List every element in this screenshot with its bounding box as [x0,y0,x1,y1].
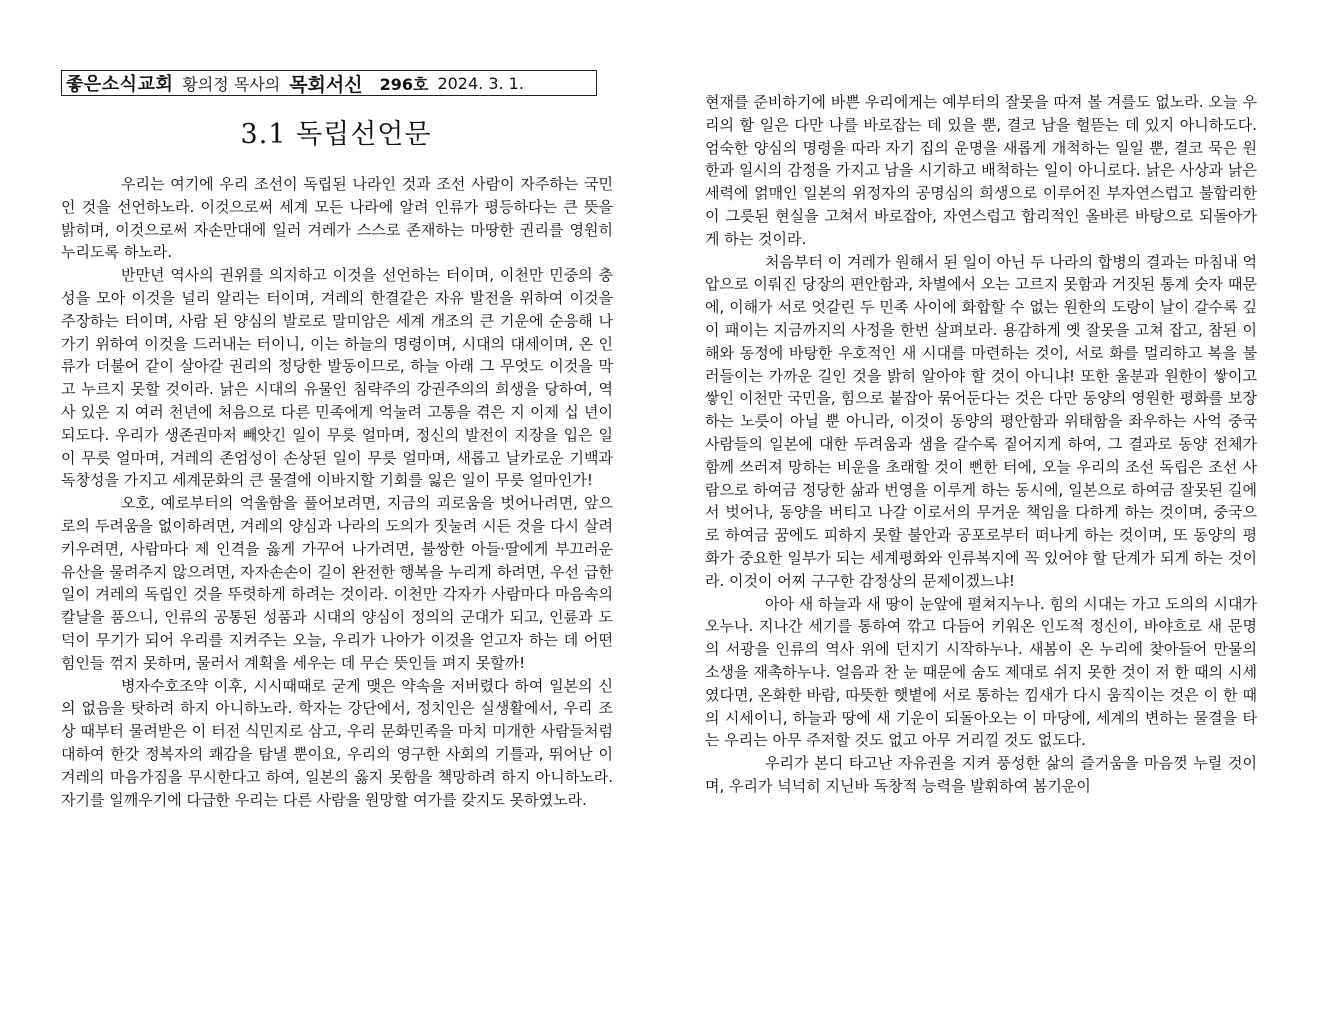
issue-date: 2024. 3. 1. [437,73,524,93]
church-name: 좋은소식교회 [66,74,174,95]
paragraph: 반만년 역사의 권위를 의지하고 이것을 선언하는 터이며, 이천만 민중의 충성을 모아 이것을 널리 알리는 터이며, 겨레의 한결같은 자유 발전을 위하여 이것을 주장하는 터이며, 사람 된 양심의 발로로 말미암은 세계 개조의 큰 기운에 순응해 나가기 위하여 이것을 드러내는 터이니, 이는 하늘의 명령이며, 시대의 대세이며, 온 인류가 더불어 같이 살아갈 권리의 정당한 발동이므로, 하늘 아래 그 무엇도 이것을 막고 누르지 못할 것이라. 낡은 시대의 유물인 침략주의 강권주의의 희생을 당하여, 역사 있은 지 여러 천년에 처음으로 다른 민족에게 억눌려 고통을 겪은 지 이제 십 년이 되도다. 우리가 생존권마저 빼앗긴 일이 무릇 얼마며, 정신의 발전이 지장을 입은 일이 무릇 얼마며, 겨레의 존엄성이 손상된 일이 무릇 얼마며, 새롭고 날카로운 기백과 독창성을 가지고 세계문화의 큰 물결에 이바지할 기회를 잃은 일이 무릇 얼마인가! [61,266,613,490]
right-column [705,91,1257,798]
issue-number: 296호 [379,74,429,94]
paragraph: 오호, 예로부터의 억울함을 풀어보려면, 지금의 괴로움을 벗어나려면, 앞으로의 두려움을 없이하려면, 겨레의 양심과 나라의 도의가 짓눌려 시든 것을 다시 살려 키우려면, 사람마다 제 인격을 옳게 가꾸어 나가려면, 불쌍한 아들·딸에게 부끄러운 유산을 물려주지 않으려면, 자자손손이 길이 완전한 행복을 누리게 하려면, 우선 급한 일이 겨레의 독립인 것을 뚜렷하게 하려는 것이라. 이천만 각자가 사람마다 마음속의 칼날을 품으니, 인류의 공통된 성품과 시대의 양심이 정의의 군대가 되고, 인륜과 도덕이 무기가 되어 우리를 지켜주는 오늘, 우리가 나아가 이것을 얻고자 하는 데 어떤 힘인들 꺾지 못하며, 물러서 계획을 세우는 데 무슨 뜻인들 펴지 못할까! [61,494,613,672]
left-column [61,173,613,811]
author-label: 황의정 목사의 [182,74,281,94]
paragraph: 우리가 본디 타고난 자유권을 지켜 풍성한 삶의 즐거움을 마음껏 누릴 것이며, 우리가 넉넉히 지닌바 독창적 능력을 발휘하여 봄기운이 [705,754,1257,795]
newsletter-masthead [61,70,597,96]
paragraph: 우리는 여기에 우리 조선이 독립된 나라인 것과 조선 사람이 자주하는 국민인 것을 선언하노라. 이것으로써 세계 모든 나라에 알려 인류가 평등하다는 큰 뜻을 밝히며, 이것으로써 자손만대에 일러 겨레가 스스로 존재하는 마땅한 권리를 영원히 누리도록 하노라. [61,175,613,262]
paragraph: 아아 새 하늘과 새 땅이 눈앞에 펼쳐지누나. 힘의 시대는 가고 도의의 시대가 오누나. 지나간 세기를 통하여 깎고 다듬어 키워온 인도적 정신이, 바야흐로 새 문명의 서광을 인류의 역사 위에 던지기 시작하누나. 새봄이 온 누리에 찾아들어 만물의 소생을 재촉하누나. 얼음과 찬 눈 때문에 숨도 제대로 쉬지 못한 것이 저 한 때의 시세였다면, 온화한 바람, 따뜻한 햇볕에 서로 통하는 낌새가 다시 움직이는 것은 이 한 때의 시세이니, 하늘과 땅에 새 기운이 되돌아오는 이 마당에, 세계의 변하는 물결을 타는 우리는 아무 주저할 것도 없고 아무 거리낄 것도 없도다. [705,594,1257,750]
paragraph: 병자수호조약 이후, 시시때때로 굳게 맺은 약속을 저버렸다 하여 일본의 신의 없음을 탓하려 하지 아니하노라. 학자는 강단에서, 정치인은 실생활에서, 우리 조상 때부터 물려받은 이 터전 식민지로 삼고, 우리 문화민족을 마치 미개한 사람들처럼 대하여 한갓 정복자의 쾌감을 탐낼 뿐이요, 우리의 영구한 사회의 기틀과, 뛰어난 이 겨레의 마음가짐을 무시한다고 하여, 일본의 옳지 못함을 책망하려 하지 아니하노라. 자기를 일깨우기에 다급한 우리는 다른 사람을 원망할 여가를 갖지도 못하였노라. [61,676,613,809]
paragraph: 처음부터 이 겨레가 원해서 된 일이 아닌 두 나라의 합병의 결과는 마침내 억압으로 이뤄진 당장의 편안함과, 차별에서 오는 고르지 못함과 거짓된 통계 숫자 때문에, 이해가 서로 엇갈린 두 민족 사이에 화합할 수 없는 원한의 도랑이 날이 갈수록 깊이 패이는 지금까지의 사정을 한번 살펴보라. 용감하게 옛 잘못을 고쳐 잡고, 참된 이해와 동정에 바탕한 우호적인 새 시대를 마련하는 것이, 서로 화를 멀리하고 복을 불러들이는 가까운 길인 것을 밝히 알아야 할 것이 아니냐! 또한 울분과 원한이 쌓이고 쌓인 이천만 국민을, 힘으로 붙잡아 묶어둔다는 것은 다만 동양의 영원한 평화를 보장하는 노릇이 아닐 뿐 아니라, 이것이 동양의 평안함과 위태함을 좌우하는 사억 중국 사람들의 일본에 대한 두려움과 샘을 갈수록 짙어지게 하여, 그 결과로 동양 전체가 함께 쓰러져 망하는 비운을 초래할 것이 뻔한 터에, 오늘 우리의 조선 독립은 조선 사람으로 하여금 정당한 삶과 번영을 이루게 하는 동시에, 일본으로 하여금 잘못된 길에서 벗어나, 동양을 버티고 나갈 이로서의 무거운 책임을 다하게 하는 것이며, 중국으로 하여금 꿈에도 피하지 못할 불안과 공포로부터 떠나게 하는 것이며, 또 동양의 평화가 중요한 일부가 되는 세계평화와 인류복지에 꼭 있어야 할 단계가 되게 하는 것이라. 이것이 어찌 구구한 감정상의 문제이겠느냐! [705,252,1257,590]
document-title: 3.1 독립선언문 [240,119,432,150]
paragraph: 현재를 준비하기에 바쁜 우리에게는 예부터의 잘못을 따져 볼 겨를도 없노라. 오늘 우리의 할 일은 다만 나를 바로잡는 데 있을 뿐, 결코 남을 헐뜯는 데 있지 아니하도다. 엄숙한 양심의 명령을 따라 자기 집의 운명을 새롭게 개척하는 일일 뿐, 결코 묵은 원한과 일시의 감정을 가지고 남을 시기하고 배척하는 일이 아니로다. 낡은 사상과 낡은 세력에 얽매인 일본의 위정자의 공명심의 희생으로 이루어진 부자연스럽고 불합리한 이 그릇된 현실을 고쳐서 바로잡아, 자연스럽고 합리적인 올바른 바탕으로 되돌아가게 하는 것이라. [705,93,1257,248]
newsletter-name: 목회서신 [289,73,363,96]
